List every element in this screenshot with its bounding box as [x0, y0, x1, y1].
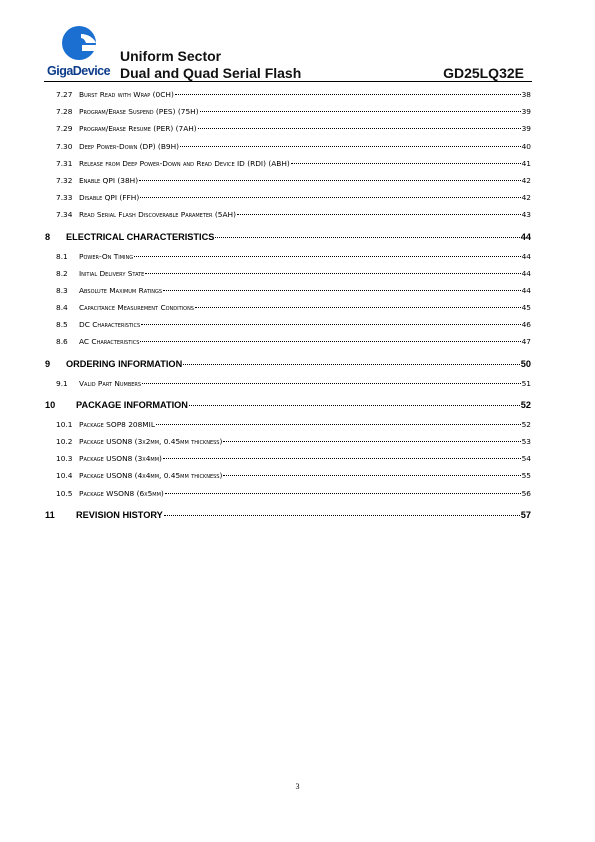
- toc-title: Package SOP8 208MIL: [79, 419, 155, 429]
- toc-title: Package USON8 (3x2mm, 0.45mm thickness): [79, 437, 223, 446]
- toc-entry-10-4[interactable]: [45, 471, 531, 488]
- toc-title: Package USON8 (4x4mm, 0.45mm thickness): [79, 471, 223, 481]
- toc-entry-7-30[interactable]: [45, 142, 531, 159]
- toc-page: 53: [521, 437, 531, 446]
- toc-page: 52: [521, 419, 531, 429]
- toc-num: 10.3: [56, 454, 73, 464]
- toc-leader: [291, 163, 521, 164]
- toc-page: 52: [520, 399, 531, 410]
- toc-entry-7-34[interactable]: [45, 210, 531, 227]
- toc-title: Enable QPI (38H): [79, 175, 139, 185]
- logo-wordmark: GigaDevice: [47, 64, 111, 78]
- toc-entry-10-1[interactable]: [45, 420, 531, 437]
- toc-chapter-8[interactable]: [45, 232, 531, 248]
- toc-page: 39: [521, 124, 531, 134]
- toc-chapter-11[interactable]: [45, 510, 531, 526]
- toc-leader: [215, 237, 519, 238]
- page-number: 3: [295, 782, 300, 791]
- toc-leader: [180, 146, 521, 147]
- toc-entry-9-1[interactable]: [45, 379, 531, 396]
- toc-page: 44: [521, 251, 531, 261]
- toc-entry-8-6[interactable]: [45, 337, 531, 354]
- toc-title: AC Characteristics: [79, 337, 140, 347]
- toc-num: 10: [45, 399, 56, 410]
- toc-leader: [164, 515, 520, 516]
- toc-title: Package WSON8 (6x5mm): [79, 488, 164, 498]
- toc-leader: [223, 475, 520, 476]
- toc-page: 38: [521, 90, 531, 99]
- toc-entry-8-5[interactable]: [45, 320, 531, 337]
- toc-num: 8.6: [56, 337, 68, 347]
- toc-entry-7-33[interactable]: [45, 193, 531, 210]
- toc-title: Valid Part Numbers: [79, 378, 142, 388]
- toc-title: Burst Read with Wrap (0CH): [79, 90, 174, 99]
- toc-entry-10-2[interactable]: [45, 437, 531, 454]
- toc-title: Release from Deep Power-Down and Read Device ID (RDI) (ABH): [79, 158, 290, 168]
- toc-page: 42: [521, 175, 531, 185]
- toc-leader: [175, 94, 521, 95]
- toc-title: Disable QPI (FFH): [79, 193, 140, 203]
- toc-entry-7-27[interactable]: [45, 90, 531, 107]
- toc-page: 51: [521, 378, 531, 388]
- toc-page: 50: [520, 358, 531, 369]
- toc-num: 7.33: [56, 193, 73, 203]
- toc-title: Deep Power-Down (DP) (B9H): [79, 141, 180, 151]
- toc-title: Program/Erase Resume (PER) (7AH): [79, 124, 197, 134]
- gigadevice-logo-mark: [62, 25, 100, 63]
- toc-title: PACKAGE INFORMATION: [76, 399, 188, 410]
- toc-title: ORDERING INFORMATION: [66, 358, 183, 369]
- toc-leader: [165, 493, 521, 494]
- toc-leader: [189, 405, 520, 406]
- toc-title: DC Characteristics: [79, 320, 141, 330]
- toc-page: 56: [521, 488, 531, 498]
- toc-leader: [134, 256, 520, 257]
- toc-leader: [163, 458, 521, 459]
- toc-leader: [140, 341, 520, 342]
- toc-num: 10.5: [56, 488, 73, 498]
- toc-leader: [200, 111, 521, 112]
- toc-leader: [145, 273, 520, 274]
- toc-num: 8: [45, 231, 51, 242]
- toc-num: 7.31: [56, 158, 73, 168]
- toc-entry-10-3[interactable]: [45, 454, 531, 471]
- toc-num: 7.27: [56, 90, 73, 99]
- toc-title: REVISION HISTORY: [76, 509, 163, 520]
- toc-page: 46: [521, 320, 531, 330]
- toc-leader: [140, 197, 520, 198]
- toc-page: 44: [521, 268, 531, 278]
- toc-num: 8.3: [56, 285, 68, 295]
- toc-entry-8-1[interactable]: [45, 252, 531, 269]
- toc-num: 9: [45, 358, 51, 369]
- toc-entry-8-2[interactable]: [45, 269, 531, 286]
- toc-title: Absolute Maximum Ratings: [79, 285, 163, 295]
- header-rule: [44, 81, 532, 82]
- toc-num: 10.4: [56, 471, 73, 481]
- toc-chapter-10[interactable]: [45, 400, 531, 416]
- toc-title: Initial Delivery State: [79, 268, 145, 278]
- toc-title: Capacitance Measurement Conditions: [79, 303, 194, 313]
- table-of-contents: [45, 90, 531, 526]
- toc-title: Read Serial Flash Discoverable Parameter (5AH): [79, 210, 236, 220]
- toc-num: 7.30: [56, 141, 73, 151]
- toc-num: 7.29: [56, 124, 73, 134]
- toc-page: 54: [521, 454, 531, 464]
- toc-page: 44: [521, 285, 531, 295]
- toc-page: 47: [521, 337, 531, 347]
- toc-page: 40: [521, 141, 531, 151]
- toc-entry-8-4[interactable]: [45, 303, 531, 320]
- toc-page: 42: [521, 193, 531, 203]
- toc-num: 8.4: [56, 303, 68, 313]
- toc-page: 44: [520, 231, 531, 242]
- toc-title: Package USON8 (3x4mm): [79, 454, 162, 464]
- toc-title: Power-On Timing: [79, 251, 134, 261]
- toc-num: 7.28: [56, 107, 73, 117]
- toc-leader: [141, 324, 520, 325]
- part-number: GD25LQ32E: [443, 65, 524, 81]
- toc-leader: [156, 424, 521, 425]
- toc-entry-10-5[interactable]: [45, 489, 531, 506]
- toc-num: 9.1: [56, 378, 68, 388]
- toc-num: 8.2: [56, 268, 68, 278]
- toc-title: ELECTRICAL CHARACTERISTICS: [66, 231, 215, 242]
- toc-num: 10.1: [56, 419, 73, 429]
- toc-num: 8.5: [56, 320, 68, 330]
- doc-header-line2: Dual and Quad Serial Flash: [120, 65, 302, 81]
- toc-num: 11: [45, 509, 55, 520]
- toc-entry-7-31[interactable]: [45, 159, 531, 176]
- toc-leader: [163, 290, 521, 291]
- toc-leader: [195, 307, 521, 308]
- toc-leader: [142, 383, 521, 384]
- toc-leader: [237, 214, 521, 215]
- toc-entry-7-28[interactable]: [45, 107, 531, 124]
- toc-leader: [183, 364, 520, 365]
- toc-page: 43: [521, 210, 531, 220]
- gigadevice-logo: [44, 25, 118, 81]
- toc-num: 10.2: [56, 437, 73, 446]
- toc-entry-7-29[interactable]: [45, 124, 531, 141]
- doc-header-line1: Uniform Sector: [120, 48, 222, 64]
- toc-leader: [139, 180, 521, 181]
- toc-page: 39: [521, 107, 531, 117]
- toc-leader: [223, 441, 520, 442]
- toc-page: 45: [521, 303, 531, 313]
- toc-num: 7.34: [56, 210, 73, 220]
- toc-title: Program/Erase Suspend (PES) (75H): [79, 107, 199, 117]
- toc-page: 55: [521, 471, 531, 481]
- toc-leader: [198, 128, 521, 129]
- toc-entry-7-32[interactable]: [45, 176, 531, 193]
- toc-num: 7.32: [56, 175, 73, 185]
- toc-chapter-9[interactable]: [45, 359, 531, 375]
- toc-page: 57: [520, 509, 531, 520]
- toc-num: 8.1: [56, 251, 68, 261]
- toc-entry-8-3[interactable]: [45, 286, 531, 303]
- toc-page: 41: [521, 158, 531, 168]
